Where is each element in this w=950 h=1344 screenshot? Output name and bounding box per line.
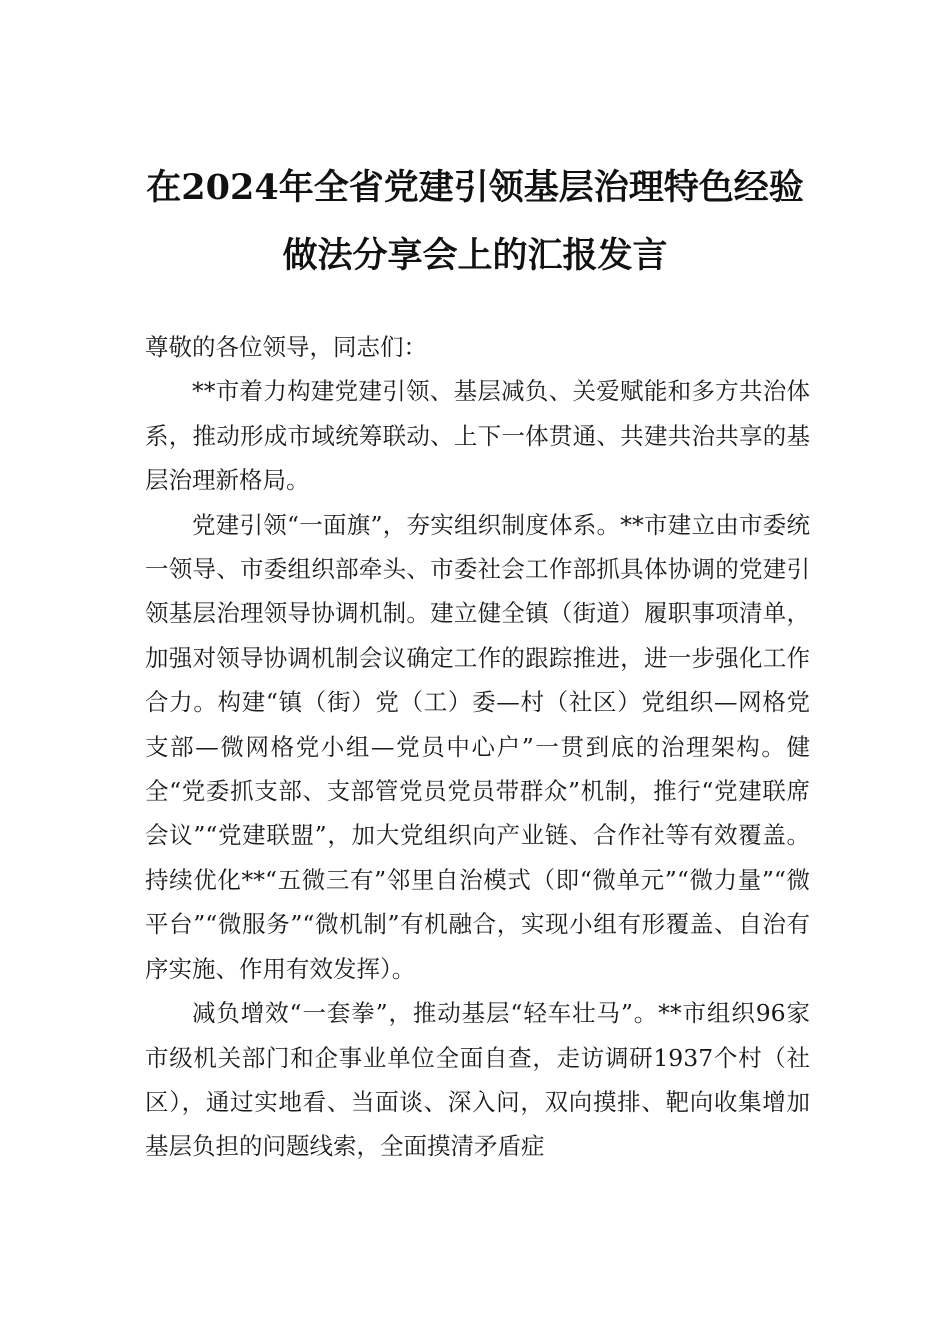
paragraph-party-leadership: 党建引领“一面旗”，夯实组织制度体系。**市建立由市委统一领导、市委组织部牵头、市委社会工作部抓具体协调的党建引领基层治理领导协调机制。建立健全镇（街道）履职事项清单，加强对领导协调机制会议确定工作的跟踪推进，进一步强化工作合力。构建“镇（街）党（工）委—村（社区）党组织—网格党支部—微网格党小组—党员中心户”一贯到底的治理架构。健全“党委抓支部、支部管党员党员带群众”机制，推行“党建联席会议”“党建联盟”，加大党组织向产业链、合作社等有效覆盖。持续优化**“五微三有”邻里自治模式（即“微单元”“微力量”“微平台”“微服务”“微机制”有机融合，实现小组有形覆盖、自治有序实施、作用有效发挥）。 <box>145 510 810 983</box>
salutation: 尊敬的各位领导，同志们： <box>145 333 427 361</box>
document-title-line-2: 做法分享会上的汇报发言 <box>282 235 668 276</box>
document-body <box>145 325 810 1169</box>
document-title-line-1: 在2024年全省党建引领基层治理特色经验 <box>146 167 804 208</box>
paragraph-burden-reduction: 减负增效“一套拳”，推动基层“轻车壮马”。**市组织96家市级机关部门和企事业单位全面自查，走访调研1937个村（社区），通过实地看、当面谈、深入问，双向摸排、靶向收集增加基层负担的问题线索，全面摸清矛盾症 <box>145 999 810 1161</box>
paragraph-intro: **市着力构建党建引领、基层减负、关爱赋能和多方共治体系，推动形成市域统筹联动、上下一体贯通、共建共治共享的基层治理新格局。 <box>145 377 810 495</box>
